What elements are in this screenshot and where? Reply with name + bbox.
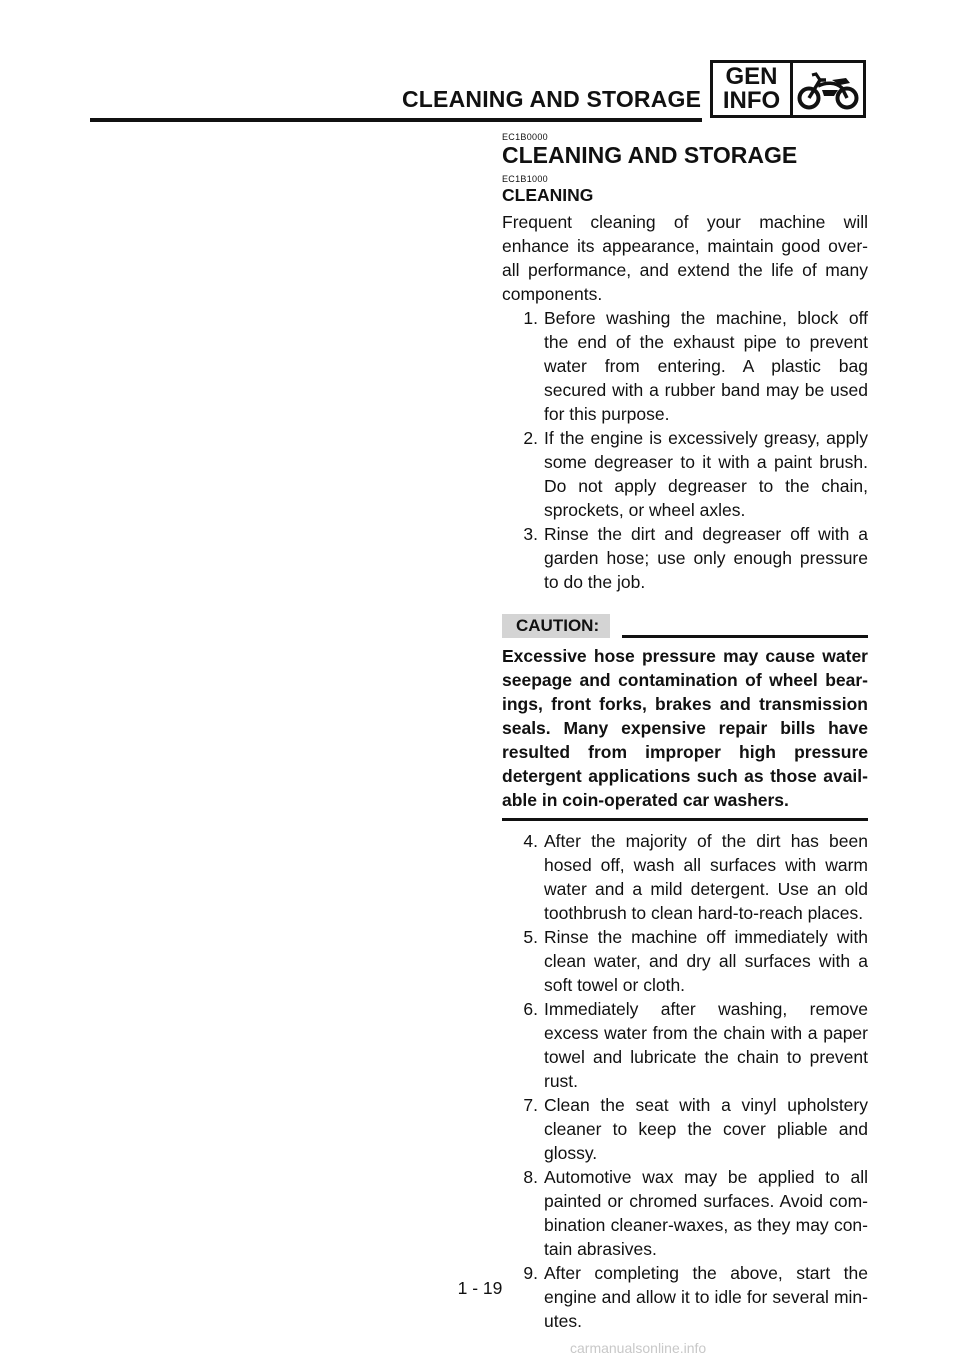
step-text: Rinse the machine off immediately with clean water, and dry all surfaces with a soft towel or cloth. — [544, 927, 868, 995]
page-number: 1 - 19 — [457, 1278, 503, 1298]
list-item — [502, 426, 868, 522]
step-number: 4. — [523, 831, 538, 851]
step-number: 7. — [523, 1095, 538, 1115]
list-item — [502, 997, 868, 1093]
section-title: CLEANING AND STORAGE — [502, 142, 798, 168]
list-item — [502, 829, 868, 925]
step-text: Clean the seat with a vinyl upholstery cleaner to keep the cover pliable and glossy. — [544, 1095, 868, 1163]
step-number: 6. — [523, 999, 538, 1019]
list-item — [502, 1261, 868, 1333]
caution-rule — [622, 635, 868, 638]
section-badge — [710, 60, 866, 118]
list-item — [502, 1165, 868, 1261]
step-text: Rinse the dirt and degreaser off with a garden hose; use only enough pressure to do the job. — [544, 524, 868, 592]
step-text: Immediately after washing, remove excess water from the chain with a paper towel and lubricate the chain to prevent rust. — [544, 999, 868, 1091]
header-title: CLEANING AND STORAGE — [402, 86, 702, 112]
caution-end-rule — [502, 818, 868, 821]
steps-list-before — [502, 306, 868, 594]
step-number: 3. — [523, 524, 538, 544]
step-number: 5. — [523, 927, 538, 947]
step-number: 8. — [523, 1167, 538, 1187]
header-rule — [90, 118, 702, 122]
step-text: If the engine is excessively greasy, apply some degreaser to it with a paint brush. Do not apply degreaser to the chain, sprockets, or wheel axles. — [544, 428, 868, 520]
subsection-title: CLEANING — [502, 185, 594, 205]
step-text: After completing the above, start the engine and allow it to idle for several min-utes. — [544, 1263, 868, 1331]
caution-header — [502, 614, 868, 638]
step-text: Before washing the machine, block off the end of the exhaust pipe to prevent water from entering. A plastic bag secured with a rubber band may be used for this purpose. — [544, 308, 868, 424]
motorcycle-icon — [793, 63, 863, 115]
list-item — [502, 925, 868, 997]
badge-line-1: GEN — [725, 63, 778, 90]
list-item — [502, 306, 868, 426]
steps-list-after — [502, 829, 868, 1333]
list-item — [502, 522, 868, 594]
step-text: Automotive wax may be applied to all painted or chromed surfaces. Avoid com-bination cleaner-waxes, as they may con-tain abrasives. — [544, 1167, 868, 1259]
badge-line-2: INFO — [722, 87, 781, 114]
list-item — [502, 1093, 868, 1165]
badge-text — [713, 63, 793, 115]
section-code: EC1B0000 — [502, 132, 548, 142]
step-number: 9. — [523, 1263, 538, 1283]
watermark-text: carmanualsonline.info — [570, 1340, 707, 1356]
step-number: 2. — [523, 428, 538, 448]
caution-text: Excessive hose pressure may cause water seepage and contamination of wheel bear-ings, front forks, brakes and transmission seals. Many expensive repair bills have resulted from improper high pressure detergent applications such as those avail-able in coin-operated car washers. — [502, 646, 868, 810]
caution-label: CAUTION: — [502, 614, 610, 638]
step-number: 1. — [523, 308, 538, 328]
subsection-code: EC1B1000 — [502, 174, 548, 184]
intro-paragraph: Frequent cleaning of your machine will enhance its appearance, maintain good over-all performance, and extend the life of many components. — [502, 212, 868, 304]
main-content — [502, 132, 868, 1333]
step-text: After the majority of the dirt has been hosed off, wash all surfaces with warm water and a mild detergent. Use an old toothbrush to clean hard-to-reach places. — [544, 831, 868, 923]
